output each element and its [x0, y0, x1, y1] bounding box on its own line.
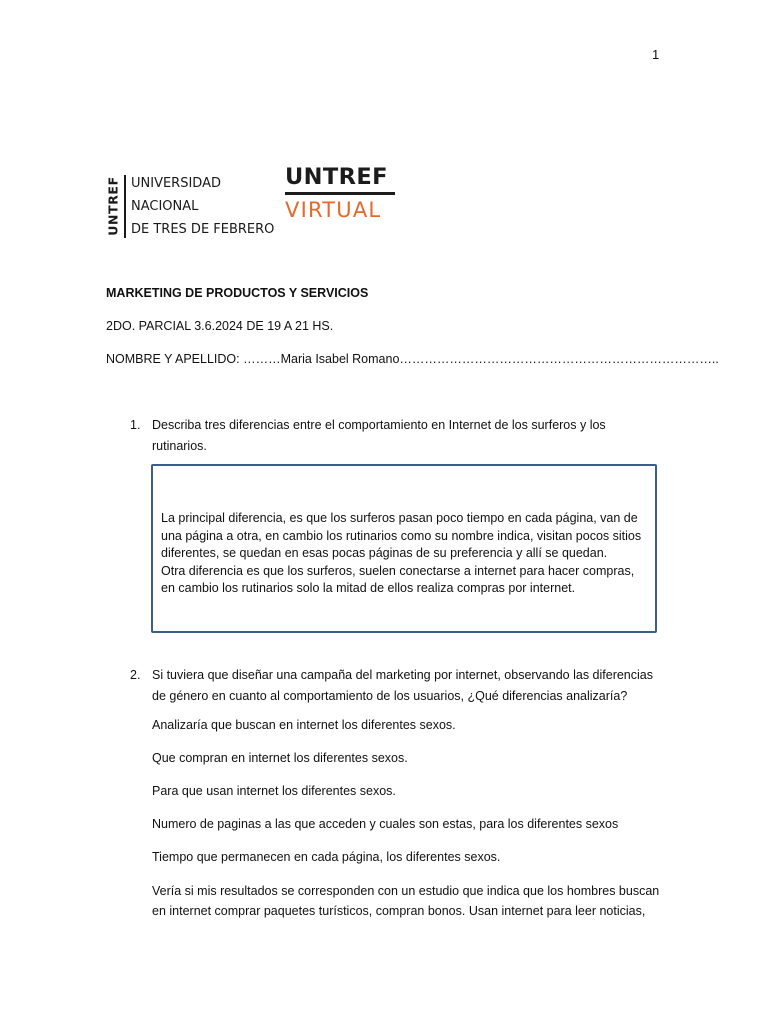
answer-line: Numero de paginas a las que acceden y cuales son estas, para los diferentes sexos — [152, 817, 619, 831]
untref-virtual-logo — [285, 164, 397, 222]
untref-virtual-bottom: VIRTUAL — [285, 198, 382, 222]
university-name-line: NACIONAL — [131, 199, 199, 214]
course-title: MARKETING DE PRODUCTOS Y SERVICIOS — [106, 286, 369, 300]
answer-line: Tiempo que permanecen en cada página, los diferentes sexos. — [152, 850, 501, 864]
student-name-line: NOMBRE Y APELLIDO: ………Maria Isabel Romano………………………………………………………………….. — [106, 352, 719, 366]
logo-rule — [285, 192, 395, 195]
question-text: Describa tres diferencias entre el comportamiento en Internet de los surferos y los rutinarios. — [152, 418, 606, 453]
answer-1-content — [161, 510, 645, 598]
answer-line: Que compran en internet los diferentes sexos. — [152, 751, 408, 765]
university-name-line: DE TRES DE FEBRERO — [131, 222, 275, 237]
question-1 — [130, 415, 660, 457]
untref-university-logo — [104, 174, 274, 238]
university-name-line: UNIVERSIDAD — [131, 176, 221, 191]
answer-line: Analizaría que buscan en internet los diferentes sexos. — [152, 718, 456, 732]
university-name — [131, 174, 274, 238]
question-text: Si tuviera que diseñar una campaña del marketing por internet, observando las diferencias de género en cuanto al comportamiento de los usuarios, ¿Qué diferencias analizaría? — [152, 668, 653, 703]
answer-line: Para que usan internet los diferentes sexos. — [152, 784, 396, 798]
untref-vertical-wordmark: UNTREF — [105, 176, 121, 236]
untref-virtual-top: UNTREF — [285, 164, 388, 190]
question-number: 1. — [130, 418, 141, 432]
answer-paragraph: Otra diferencia es que los surferos, suelen conectarse a internet para hacer compras, en cambio los rutinarios solo la mitad de ellos realiza compras por internet. — [161, 563, 635, 595]
question-2 — [130, 665, 660, 707]
exam-info: 2DO. PARCIAL 3.6.2024 DE 19 A 21 HS. — [106, 319, 334, 333]
answer-2-list — [152, 716, 667, 935]
answer-paragraph: La principal diferencia, es que los surferos pasan poco tiempo en cada página, van de una página a otra, en cambio los rutinarios como su nombre indica, visitan pocos sitios diferentes, se quedan en esas pocas páginas de su preferencia y allí se quedan. — [161, 511, 642, 560]
logo-divider — [124, 175, 126, 238]
answer-line: Vería si mis resultados se corresponden con un estudio que indica que los hombres buscan en internet comprar paquetes turísticos, compran bonos. Usan internet para leer noticias, — [152, 884, 660, 918]
page-number: 1 — [652, 47, 660, 62]
answer-box-1 — [151, 464, 657, 633]
question-number: 2. — [130, 668, 141, 682]
